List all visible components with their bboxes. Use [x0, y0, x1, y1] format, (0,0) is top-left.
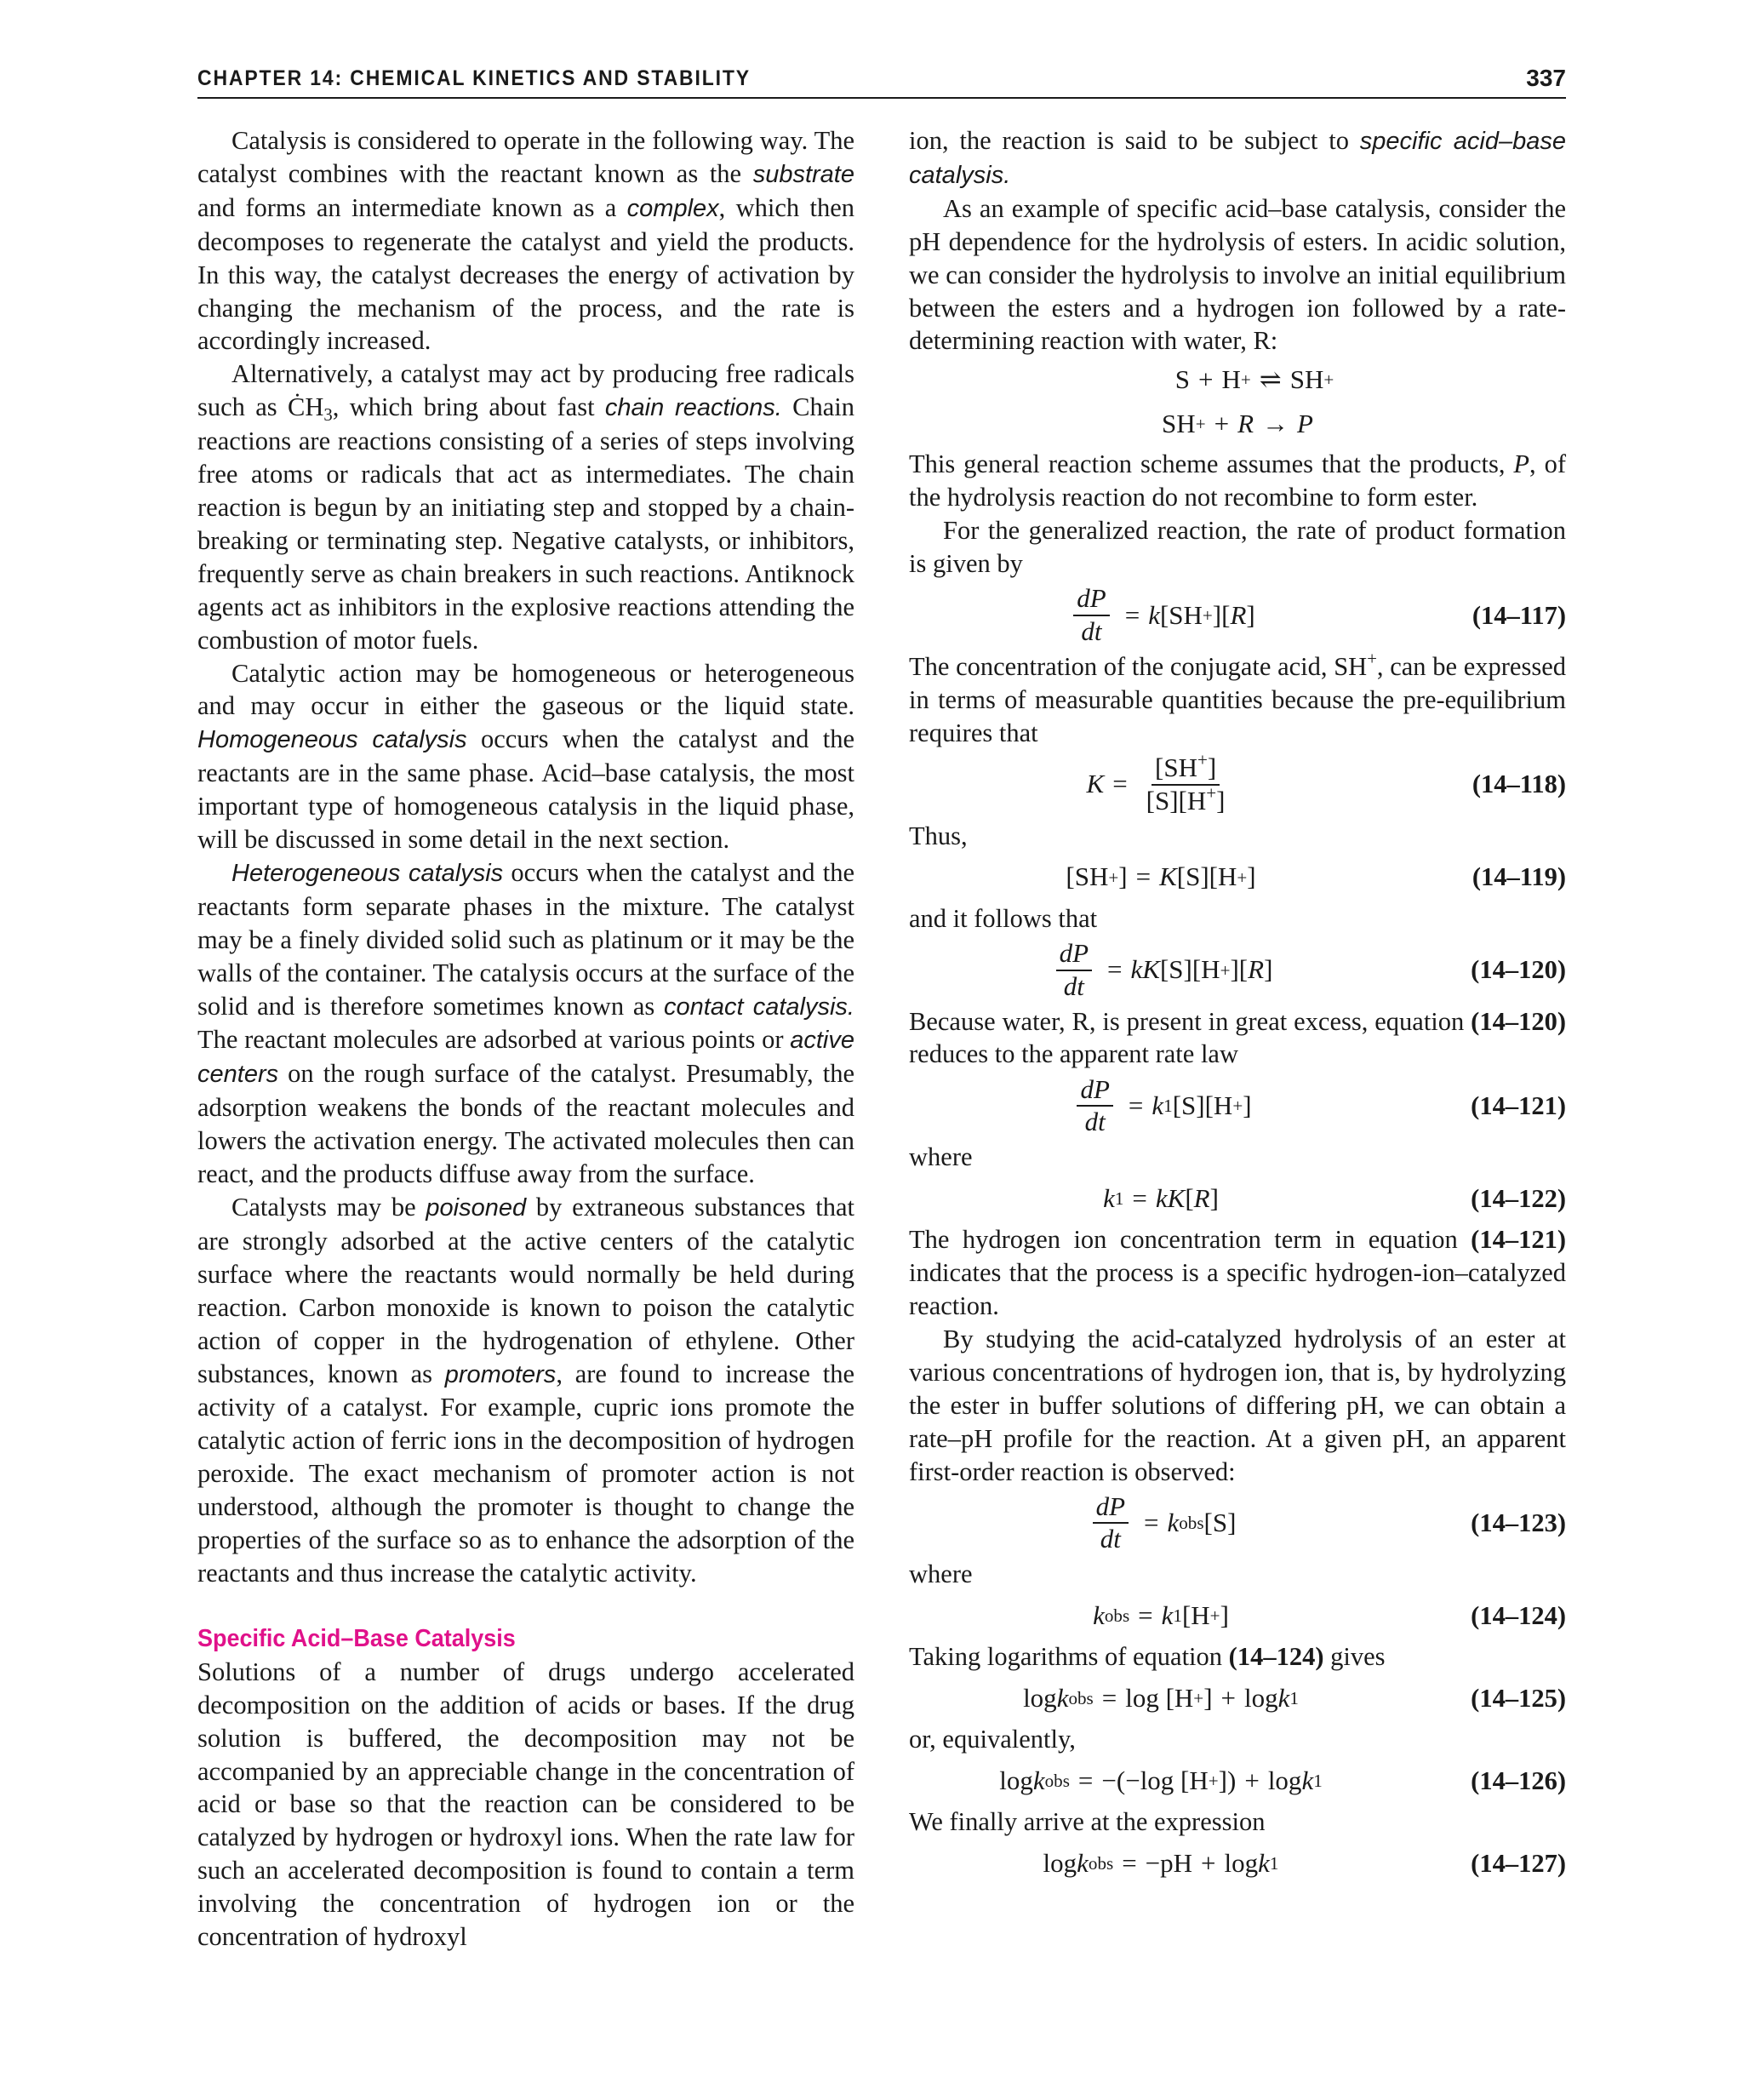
equation-number: (14–124)	[1471, 1600, 1566, 1630]
equation-number: (14–123)	[1471, 1508, 1566, 1538]
paragraph-it-follows: and it follows that	[909, 903, 1098, 933]
paragraph-rate-formation: For the generalized reaction, the rate of product formation is given by	[909, 516, 1566, 579]
chapter-title: CHAPTER 14: CHEMICAL KINETICS AND STABILITY	[197, 66, 751, 90]
page-number: 337	[1526, 65, 1566, 91]
paragraph-specific-acid-base-intro: Solutions of a number of drugs undergo accelerated decomposition on the addition of acids or bases. If the drug solution is buffered, the decomposition may not be accompanied by an appreciable change in the concentration of acid or base so that the reaction can be considered to be catalyzed by hydrogen or hydroxyl ions. When the rate law for such an accelerated decomposition is found to contain a term involving the concentration of hydrogen ion or the concentration of hydroxyl	[197, 1657, 854, 1952]
paragraph-heterogeneous-catalysis: Heterogeneous catalysis occurs when the catalyst and the reactants form separate phases in the mixture. The catalyst may be a finely divided solid such as platinum or it may be the walls of the container. The catalysis occurs at the surface of the solid and is therefore sometimes known as contact catalysis. The reactant molecules are adsorbed at various points or active centers on the rough surface of the catalyst. Presumably, the adsorption weakens the bonds of the reactant molecules and lowers the activation energy. The activated molecules then can react, and the products diffuse away from the surface.	[197, 857, 854, 1189]
left-column	[197, 124, 854, 1954]
equation-14-119: [SH + ] = K [S][H + ] (14–119)	[909, 855, 1566, 901]
equation-number: (14–125)	[1471, 1683, 1566, 1713]
equation-14-122: k 1 = kK [ R ] (14–122)	[909, 1176, 1566, 1222]
section-heading: Specific Acid–Base Catalysis	[197, 1624, 516, 1652]
equation-14-127: log k obs = −pH + log k 1 (14–127)	[909, 1840, 1566, 1886]
equation-number: (14–122)	[1471, 1183, 1566, 1213]
equation-number: (14–120)	[1471, 955, 1566, 985]
reaction-rate-step: SH + + R → P	[1162, 408, 1313, 438]
equation-number: (14–121)	[1471, 1090, 1566, 1120]
paragraph-final-expression: We finally arrive at the expression	[909, 1807, 1266, 1837]
paragraph-where-2: where	[909, 1559, 973, 1589]
equation-14-118: K = $\frac{[SH^+]}{[S][H^+]}$ (14–118)	[909, 752, 1566, 818]
paragraph-catalysis-mechanism: Catalysis is considered to operate in the following way. The catalyst combines with the reactant known as the substrate and forms an intermediate known as a complex, which then decomposes to regenerate the catalyst and yield the products. In this way, the catalyst decreases the energy of activation by changing the mechanism of the process, and the rate is accordingly increased.	[197, 126, 854, 356]
paragraph-hydrogen-ion-term: The hydrogen ion concentration term in equation (14–121) indicates that the process is a specific hydrogen-ion–catalyzed reaction.	[909, 1225, 1566, 1321]
paragraph-chain-reactions: Alternatively, a catalyst may act by producing free radicals such as $ĊH_3$, which bring about fast chain reactions. Chain reactions are reactions consisting of a series of steps involving free atoms or radicals that act as intermediates. The chain reaction is begun by an initiating step and stopped by a chain-breaking or terminating step. Negative catalysts, or inhibitors, frequently serve as chain breakers in such reactions. Antiknock agents act as inhibitors in the explosive reactions attending the combustion of motor fuels.	[197, 359, 854, 655]
running-header	[197, 65, 1566, 99]
paragraph-taking-logarithms: Taking logarithms of equation (14–124) gives	[909, 1642, 1386, 1672]
paragraph-equivalently: or, equivalently,	[909, 1725, 1076, 1754]
paragraph-scheme-assumption: This general reaction scheme assumes that the products, P, of the hydrolysis reaction do not recombine to form ester.	[909, 449, 1566, 512]
paragraph-conjugate-acid: The concentration of the conjugate acid, SH+, can be expressed in terms of measurable quantities because the pre-equilibrium requires that	[909, 649, 1566, 747]
paragraph-water-excess: Because water, R, is present in great excess, equation (14–120) reduces to the apparent rate law	[909, 1006, 1566, 1069]
equation-number: (14–118)	[1472, 770, 1566, 799]
paragraph-poisons-promoters: Catalysts may be poisoned by extraneous substances that are strongly adsorbed at the active centers of the catalytic surface where the reactants would normally be held during reaction. Carbon monoxide is known to poison the catalytic action of copper in the hydrogenation of ethylene. Other substances, known as promoters, are found to increase the activity of a catalyst. For example, cupric ions promote the catalytic action of ferric ions in the decomposition of hydrogen peroxide. The exact mechanism of promoter action is not understood, although the promoter is thought to change the properties of the surface so as to enhance the adsorption of the reactants and thus increase the catalytic activity.	[197, 1193, 854, 1588]
equation-number: (14–117)	[1472, 600, 1566, 630]
equation-14-117: $\frac{dP}{dt}$ = k [SH + ][ R ] (14–117)	[909, 582, 1566, 649]
equation-number: (14–126)	[1471, 1765, 1566, 1795]
right-column	[909, 124, 1566, 1888]
paragraph-rate-ph-profile: By studying the acid-catalyzed hydrolysis of an ester at various concentrations of hydrogen ion, that is, by hydrolyzing the ester in buffer solutions of differing pH, we can obtain a rate–pH profile for the reaction. At a given pH, an apparent first-order reaction is observed:	[909, 1324, 1566, 1486]
equation-14-124: k obs = k 1 [H + ] (14–124)	[909, 1593, 1566, 1639]
equation-number: (14–119)	[1472, 862, 1566, 892]
equation-14-125: log k obs = log [H + ] + log k 1 (14–125)	[909, 1675, 1566, 1721]
equation-14-126: log k obs = −(−log [H + ]) + log k 1 (14–126)	[909, 1758, 1566, 1804]
equation-14-120: $\frac{dP}{dt}$ = kK [S][H + ][ R ] (14–120)	[909, 937, 1566, 1004]
reaction-equilibrium: S + H + ⇌ SH +	[1174, 363, 1334, 394]
paragraph-thus: Thus,	[909, 821, 968, 850]
equation-number: (14–127)	[1471, 1848, 1566, 1878]
equation-14-123: $\frac{dP}{dt}$ = k obs [S] (14–123)	[909, 1490, 1566, 1556]
paragraph-ester-hydrolysis: As an example of specific acid–base catalysis, consider the pH dependence for the hydrolysis of esters. In acidic solution, we can consider the hydrolysis to involve an initial equilibrium between the esters and a hydrogen ion followed by a rate-determining reaction with water, R:	[909, 193, 1566, 356]
paragraph-homogeneous-catalysis: Catalytic action may be homogeneous or heterogeneous and may occur in either the gaseous or the liquid state. Homogeneous catalysis occurs when the catalyst and the reactants are in the same phase. Acid–base catalysis, the most important type of homogeneous catalysis in the liquid phase, will be discussed in some detail in the next section.	[197, 658, 854, 855]
paragraph-where-1: where	[909, 1142, 973, 1172]
paragraph-continuation: ion, the reaction is said to be subject to specific acid–base catalysis.	[909, 126, 1566, 189]
equation-14-121: $\frac{dP}{dt}$ = k 1 [S][H + ] (14–121)	[909, 1073, 1566, 1139]
